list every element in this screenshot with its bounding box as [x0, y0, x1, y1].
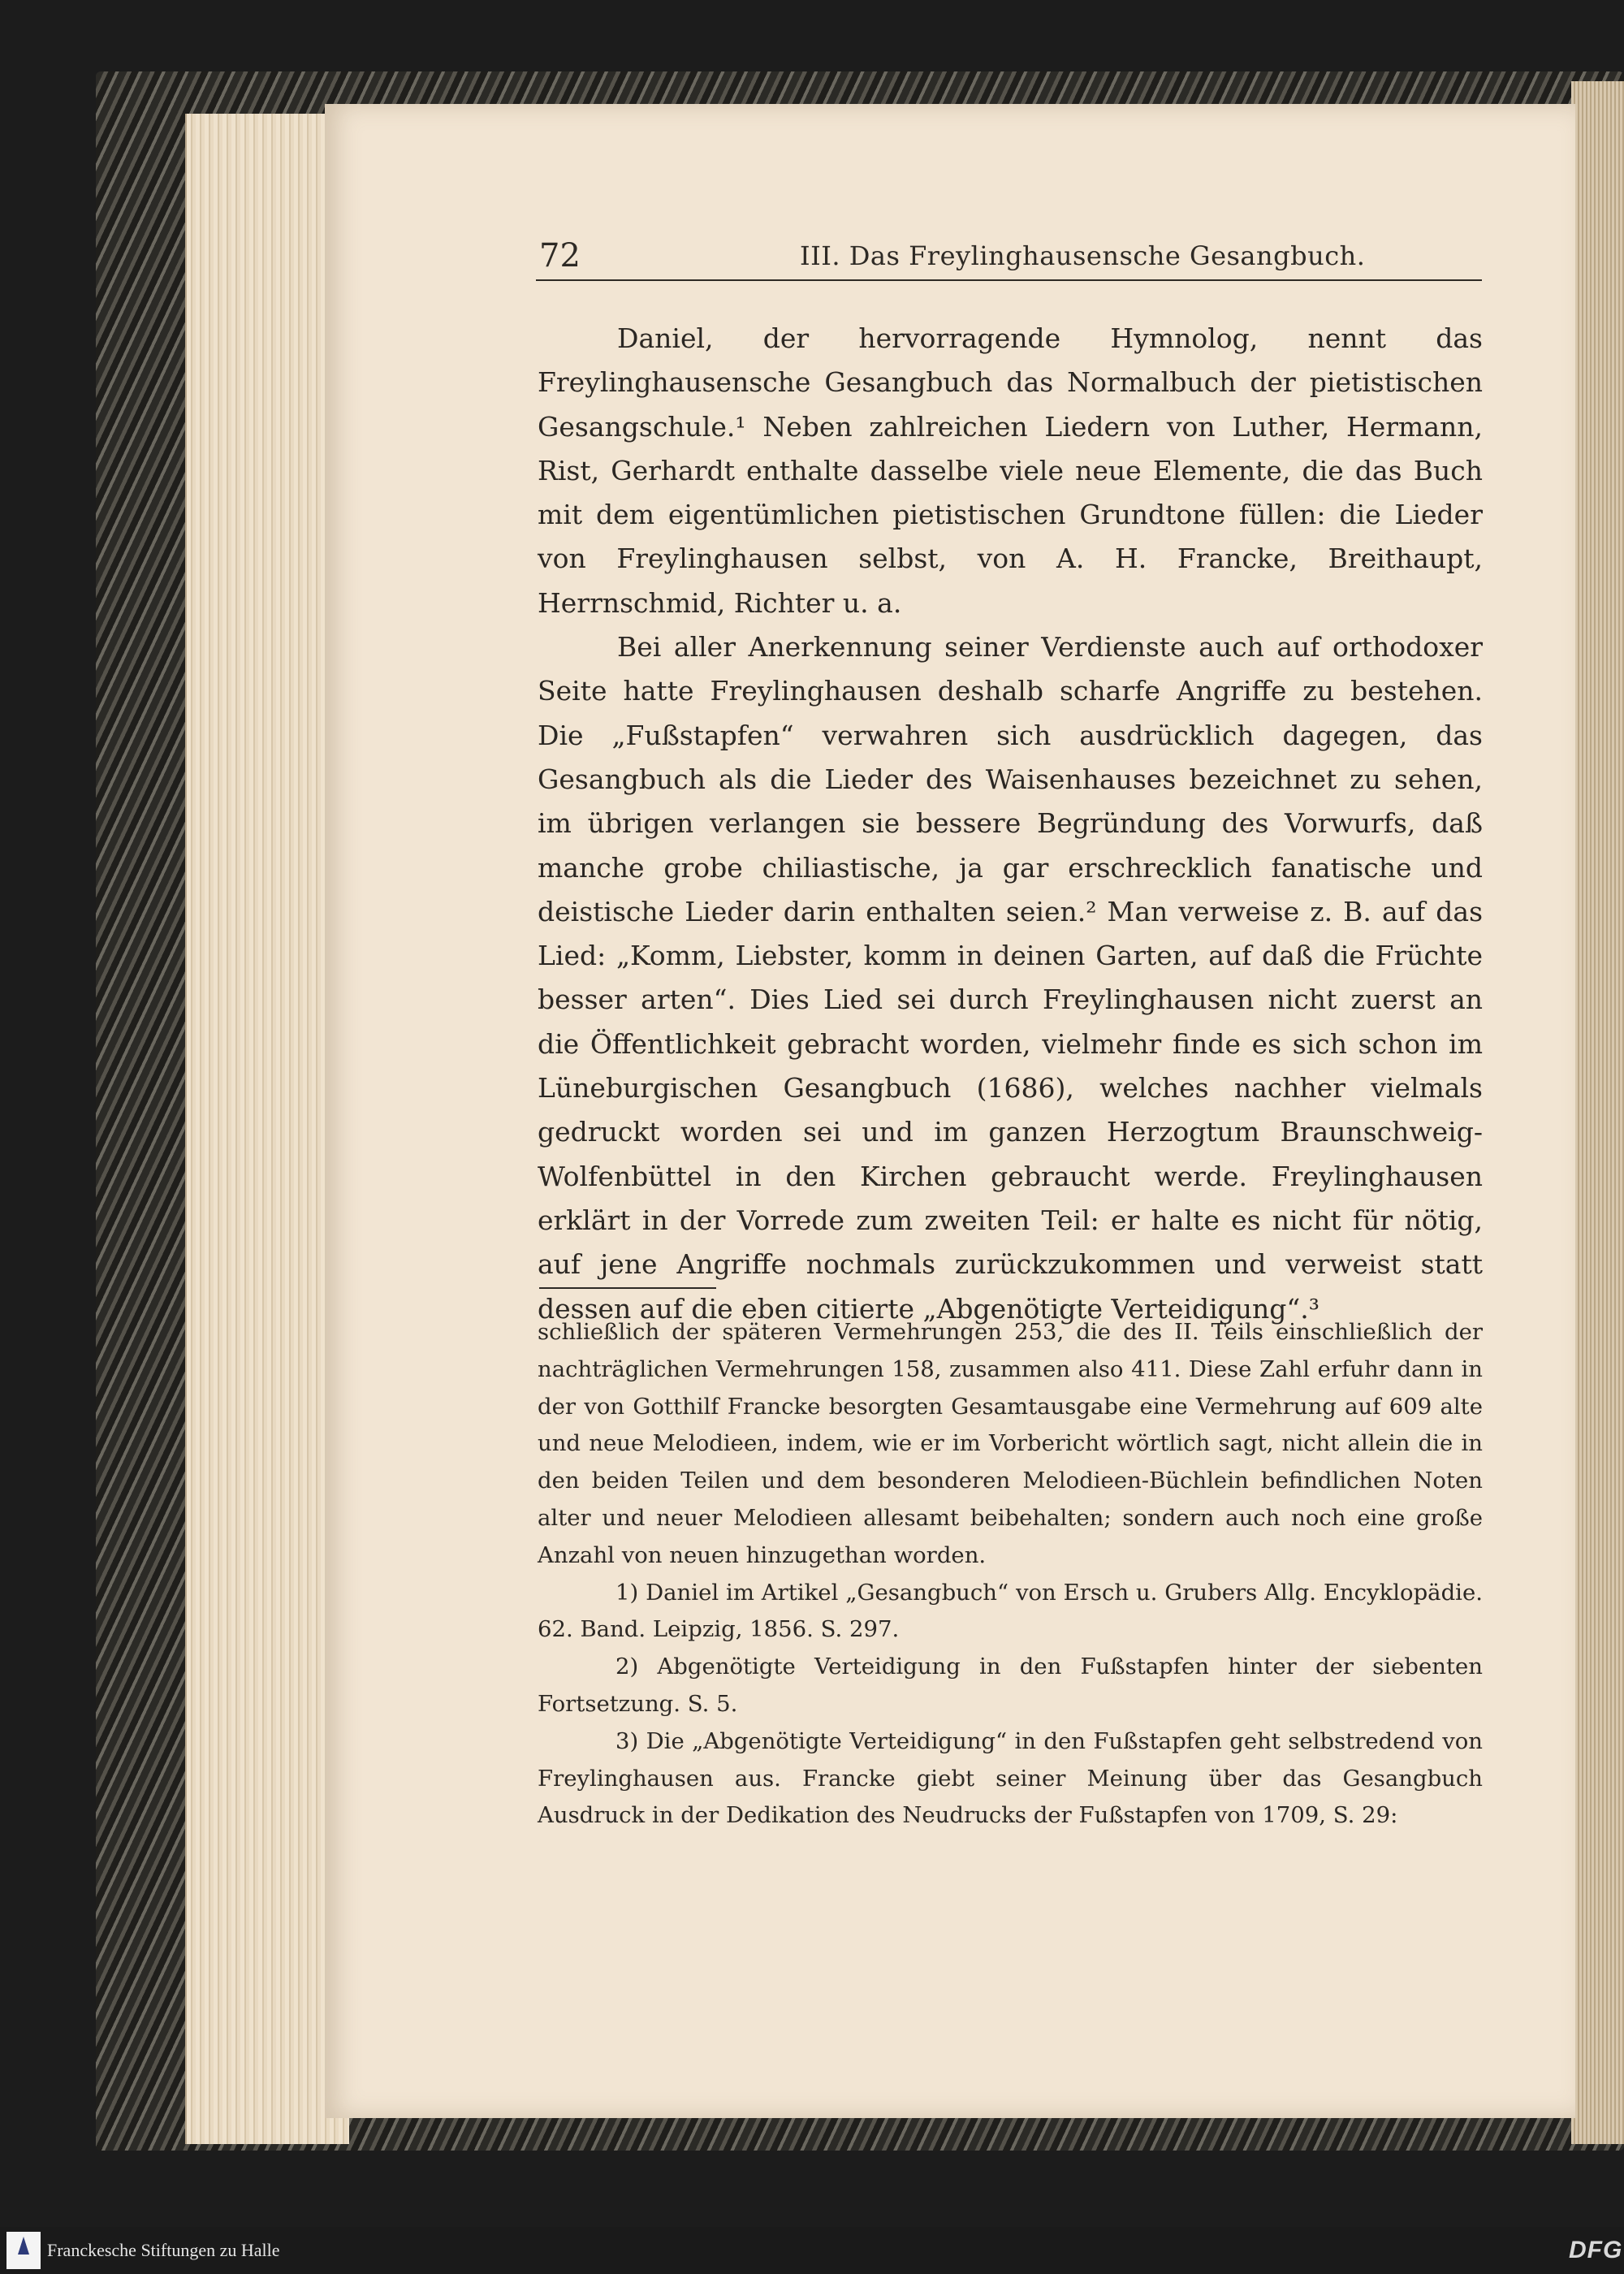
body-text	[538, 317, 1483, 1331]
dfg-logo: DFG	[1569, 2237, 1623, 2263]
footnote-2: 2) Abgenötigte Verteidigung in den Fußstapfen hinter der siebenten Fortsetzung. S. 5.	[538, 1654, 1483, 1717]
footnote-1: 1) Daniel im Artikel „Gesangbuch“ von Ersch u. Grubers Allg. Encyklopädie. 62. Band. Leipzig, 1856. S. 297.	[538, 1579, 1483, 1643]
footnotes	[538, 1314, 1483, 1835]
footnote-continuation: schließlich der späteren Vermehrungen 253, die des II. Teils einschließlich der nachträglichen Vermehrungen 158, zusammen also 411. Diese Zahl erfuhr dann in der von Gotthilf Francke besorgten Gesamtausgabe eine Vermehrung auf 609 alte und neue Melodieen, indem, wie er im Vorbericht wörtlich sagt, nicht allein die in den beiden Teilen und dem besonderen Melodieen-Büchlein befindlichen Noten alter und neuer Melodieen allesamt beibehalten; sondern auch noch eine große Anzahl von neuen hinzugethan worden.	[538, 1319, 1483, 1568]
footnote-3: 3) Die „Abgenötigte Verteidigung“ in den Fußstapfen geht selbstredend von Freylinghausen aus. Francke giebt seiner Meinung über das Gesangbuch Ausdruck in der Dedikation des Neudrucks der Fußstapfen von 1709, S. 29:	[538, 1727, 1483, 1829]
logo-mark-icon	[18, 2237, 29, 2255]
paragraph: Daniel, der hervorragende Hymnolog, nennt das Freylinghausensche Gesangbuch das Normalbuch der pietistischen Gesangschule.¹ Neben zahlreichen Liedern von Luther, Hermann, Rist, Gerhardt enthalte dasselbe viele neue Elemente, die das Buch mit dem eigentümlichen pietistischen Grundtone füllen: die Lieder von Freylinghausen selbst, von A. H. Francke, Breithaupt, Herrnschmid, Richter u. a.	[538, 322, 1483, 619]
page-number: 72	[539, 237, 581, 275]
institution-logo-icon	[6, 2232, 41, 2269]
running-head	[536, 237, 1482, 281]
paragraph: Bei aller Anerkennung seiner Verdienste auch auf orthodoxer Seite hatte Freylinghausen deshalb scharfe Angriffe zu bestehen. Die „Fußstapfen“ verwahren sich ausdrücklich dagegen, das Gesangbuch als die Lieder des Waisenhauses bezeichnet zu sehen, im übrigen verlangen sie bessere Begründung des Vorwurfs, daß manche grobe chiliastische, ja gar erschrecklich fanatische und deistische Lieder darin enthalten seien.² Man verweise z. B. auf das Lied: „Komm, Liebster, komm in deinen Garten, auf daß die Früchte besser arten“. Dies Lied sei durch Freylinghausen nicht zuerst an die Öffentlichkeit gebracht worden, vielmehr finde es sich schon im Lüneburgischen Gesangbuch (1686), welches nachher vielmals gedruckt worden sei und im ganzen Herzogtum Braunschweig-Wolfenbüttel in den Kirchen gebraucht werde. Freylinghausen erklärt in der Vorrede zum zweiten Teil: er halte es nicht für nötig, auf jene Angriffe nochmals zurückzukommen und verweist statt dessen auf die eben citierte „Abgenötigte Verteidigung“.³	[538, 631, 1483, 1325]
institution-name: Franckesche Stiftungen zu Halle	[47, 2240, 280, 2260]
facing-page-edge	[1571, 81, 1624, 2144]
running-head-title: III. Das Freylinghausensche Gesangbuch.	[800, 240, 1366, 271]
footnote-separator	[539, 1287, 716, 1289]
